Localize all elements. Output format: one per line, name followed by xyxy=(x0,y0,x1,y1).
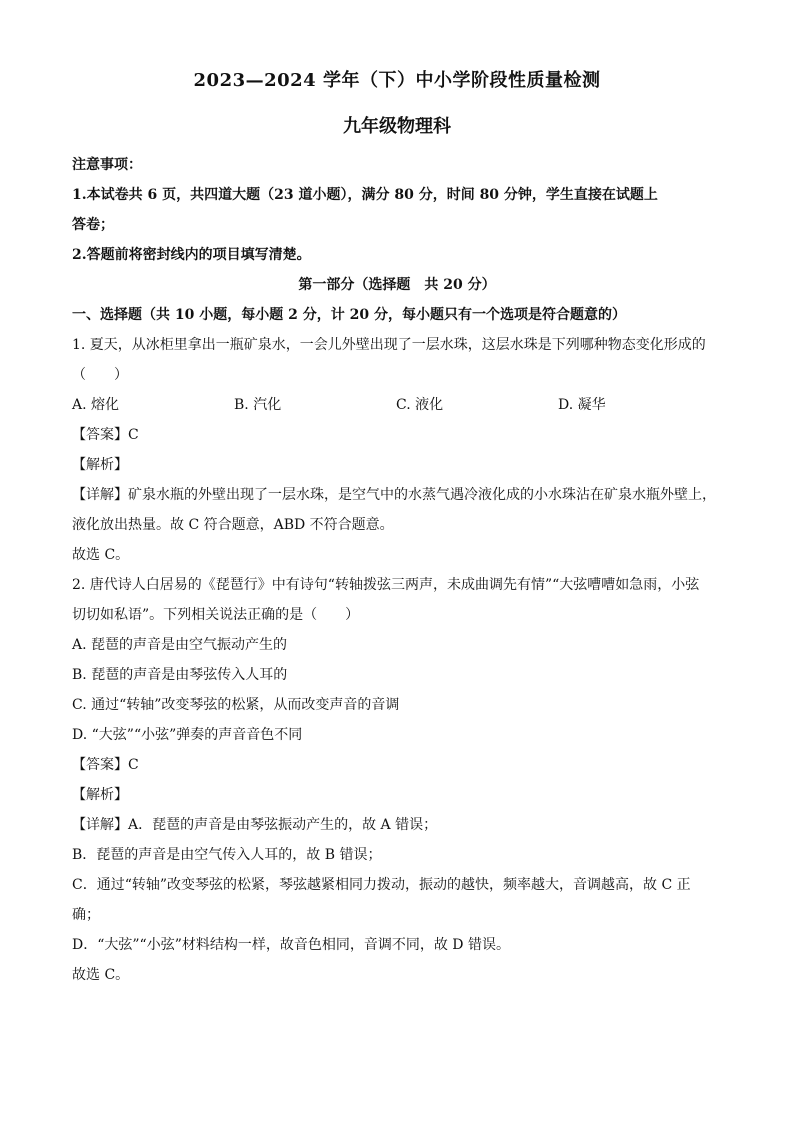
q2-conclusion: 故选 C。 xyxy=(72,967,130,983)
q1-option-d: D. 凝华 xyxy=(558,397,606,413)
q2-analysis-label: 【解析】 xyxy=(72,787,128,803)
q1-detail-cont: 液化放出热量。故 C 符合题意，ABD 不符合题意。 xyxy=(72,517,394,533)
q1-detail: 【详解】矿泉水瓶的外壁出现了一层水珠，是空气中的水蒸气遇冷液化成的小水珠沾在矿泉水瓶外壁上， xyxy=(72,487,716,503)
part-heading: 第一部分（选择题 共 20 分） xyxy=(298,277,496,293)
notice-item-1-cont: 答卷； xyxy=(72,217,114,233)
q1-analysis-label: 【解析】 xyxy=(72,457,128,473)
q2-detail-b: B．琵琶的声音是由空气传入人耳的，故 B 错误； xyxy=(72,847,382,863)
q2-answer: 【答案】C xyxy=(72,757,139,773)
q2-detail-c-cont: 确； xyxy=(72,907,100,923)
q2-option-c: C. 通过“转轴”改变琴弦的松紧，从而改变声音的音调 xyxy=(72,697,400,713)
q2-stem-cont: 切切如私语”。下列相关说法正确的是（ ） xyxy=(72,607,360,623)
notice-heading: 注意事项： xyxy=(72,157,142,173)
q1-options xyxy=(72,390,722,420)
q2-option-b: B. 琵琶的声音是由琴弦传入人耳的 xyxy=(72,667,288,683)
q1-option-a: A. 熔化 xyxy=(72,397,120,413)
q2-detail-d: D．“大弦”“小弦”材料结构一样，故音色相同，音调不同，故 D 错误。 xyxy=(72,937,510,953)
q1-option-b: B. 汽化 xyxy=(234,397,282,413)
q2-detail-a: 【详解】A．琵琶的声音是由琴弦振动产生的，故 A 错误； xyxy=(72,817,438,833)
q1-stem-cont: （ ） xyxy=(72,367,128,383)
q2-detail-c: C．通过“转轴”改变琴弦的松紧，琴弦越紧相同力拨动，振动的越快，频率越大，音调越高，故 C 正 xyxy=(72,877,691,893)
q1-conclusion: 故选 C。 xyxy=(72,547,130,563)
q1-option-c: C. 液化 xyxy=(396,397,444,413)
notice-item-1: 1.本试卷共 6 页，共四道大题（23 道小题），满分 80 分，时间 80 分钟，学生直接在试题上 xyxy=(72,187,658,203)
q1-answer: 【答案】C xyxy=(72,427,139,443)
section-heading: 一、选择题（共 10 小题，每小题 2 分，计 20 分，每小题只有一个选项是符合题意的） xyxy=(72,307,626,323)
notice-item-2: 2.答题前将密封线内的项目填写清楚。 xyxy=(72,247,311,263)
q2-stem: 2. 唐代诗人白居易的《琵琶行》中有诗句“转轴拨弦三两声，未成曲调先有情”“大弦嘈嘈如急雨，小弦 xyxy=(72,577,700,593)
q1-stem: 1. 夏天，从冰柜里拿出一瓶矿泉水，一会儿外壁出现了一层水珠，这层水珠是下列哪种物态变化形成的 xyxy=(72,337,706,353)
exam-subtitle: 九年级物理科 xyxy=(343,116,451,137)
exam-title: 2023—2024 学年（下）中小学阶段性质量检测 xyxy=(193,70,601,91)
exam-content xyxy=(72,150,722,990)
q2-option-d: D. “大弦”“小弦”弹奏的声音音色不同 xyxy=(72,727,303,743)
q2-option-a: A. 琵琶的声音是由空气振动产生的 xyxy=(72,637,288,653)
